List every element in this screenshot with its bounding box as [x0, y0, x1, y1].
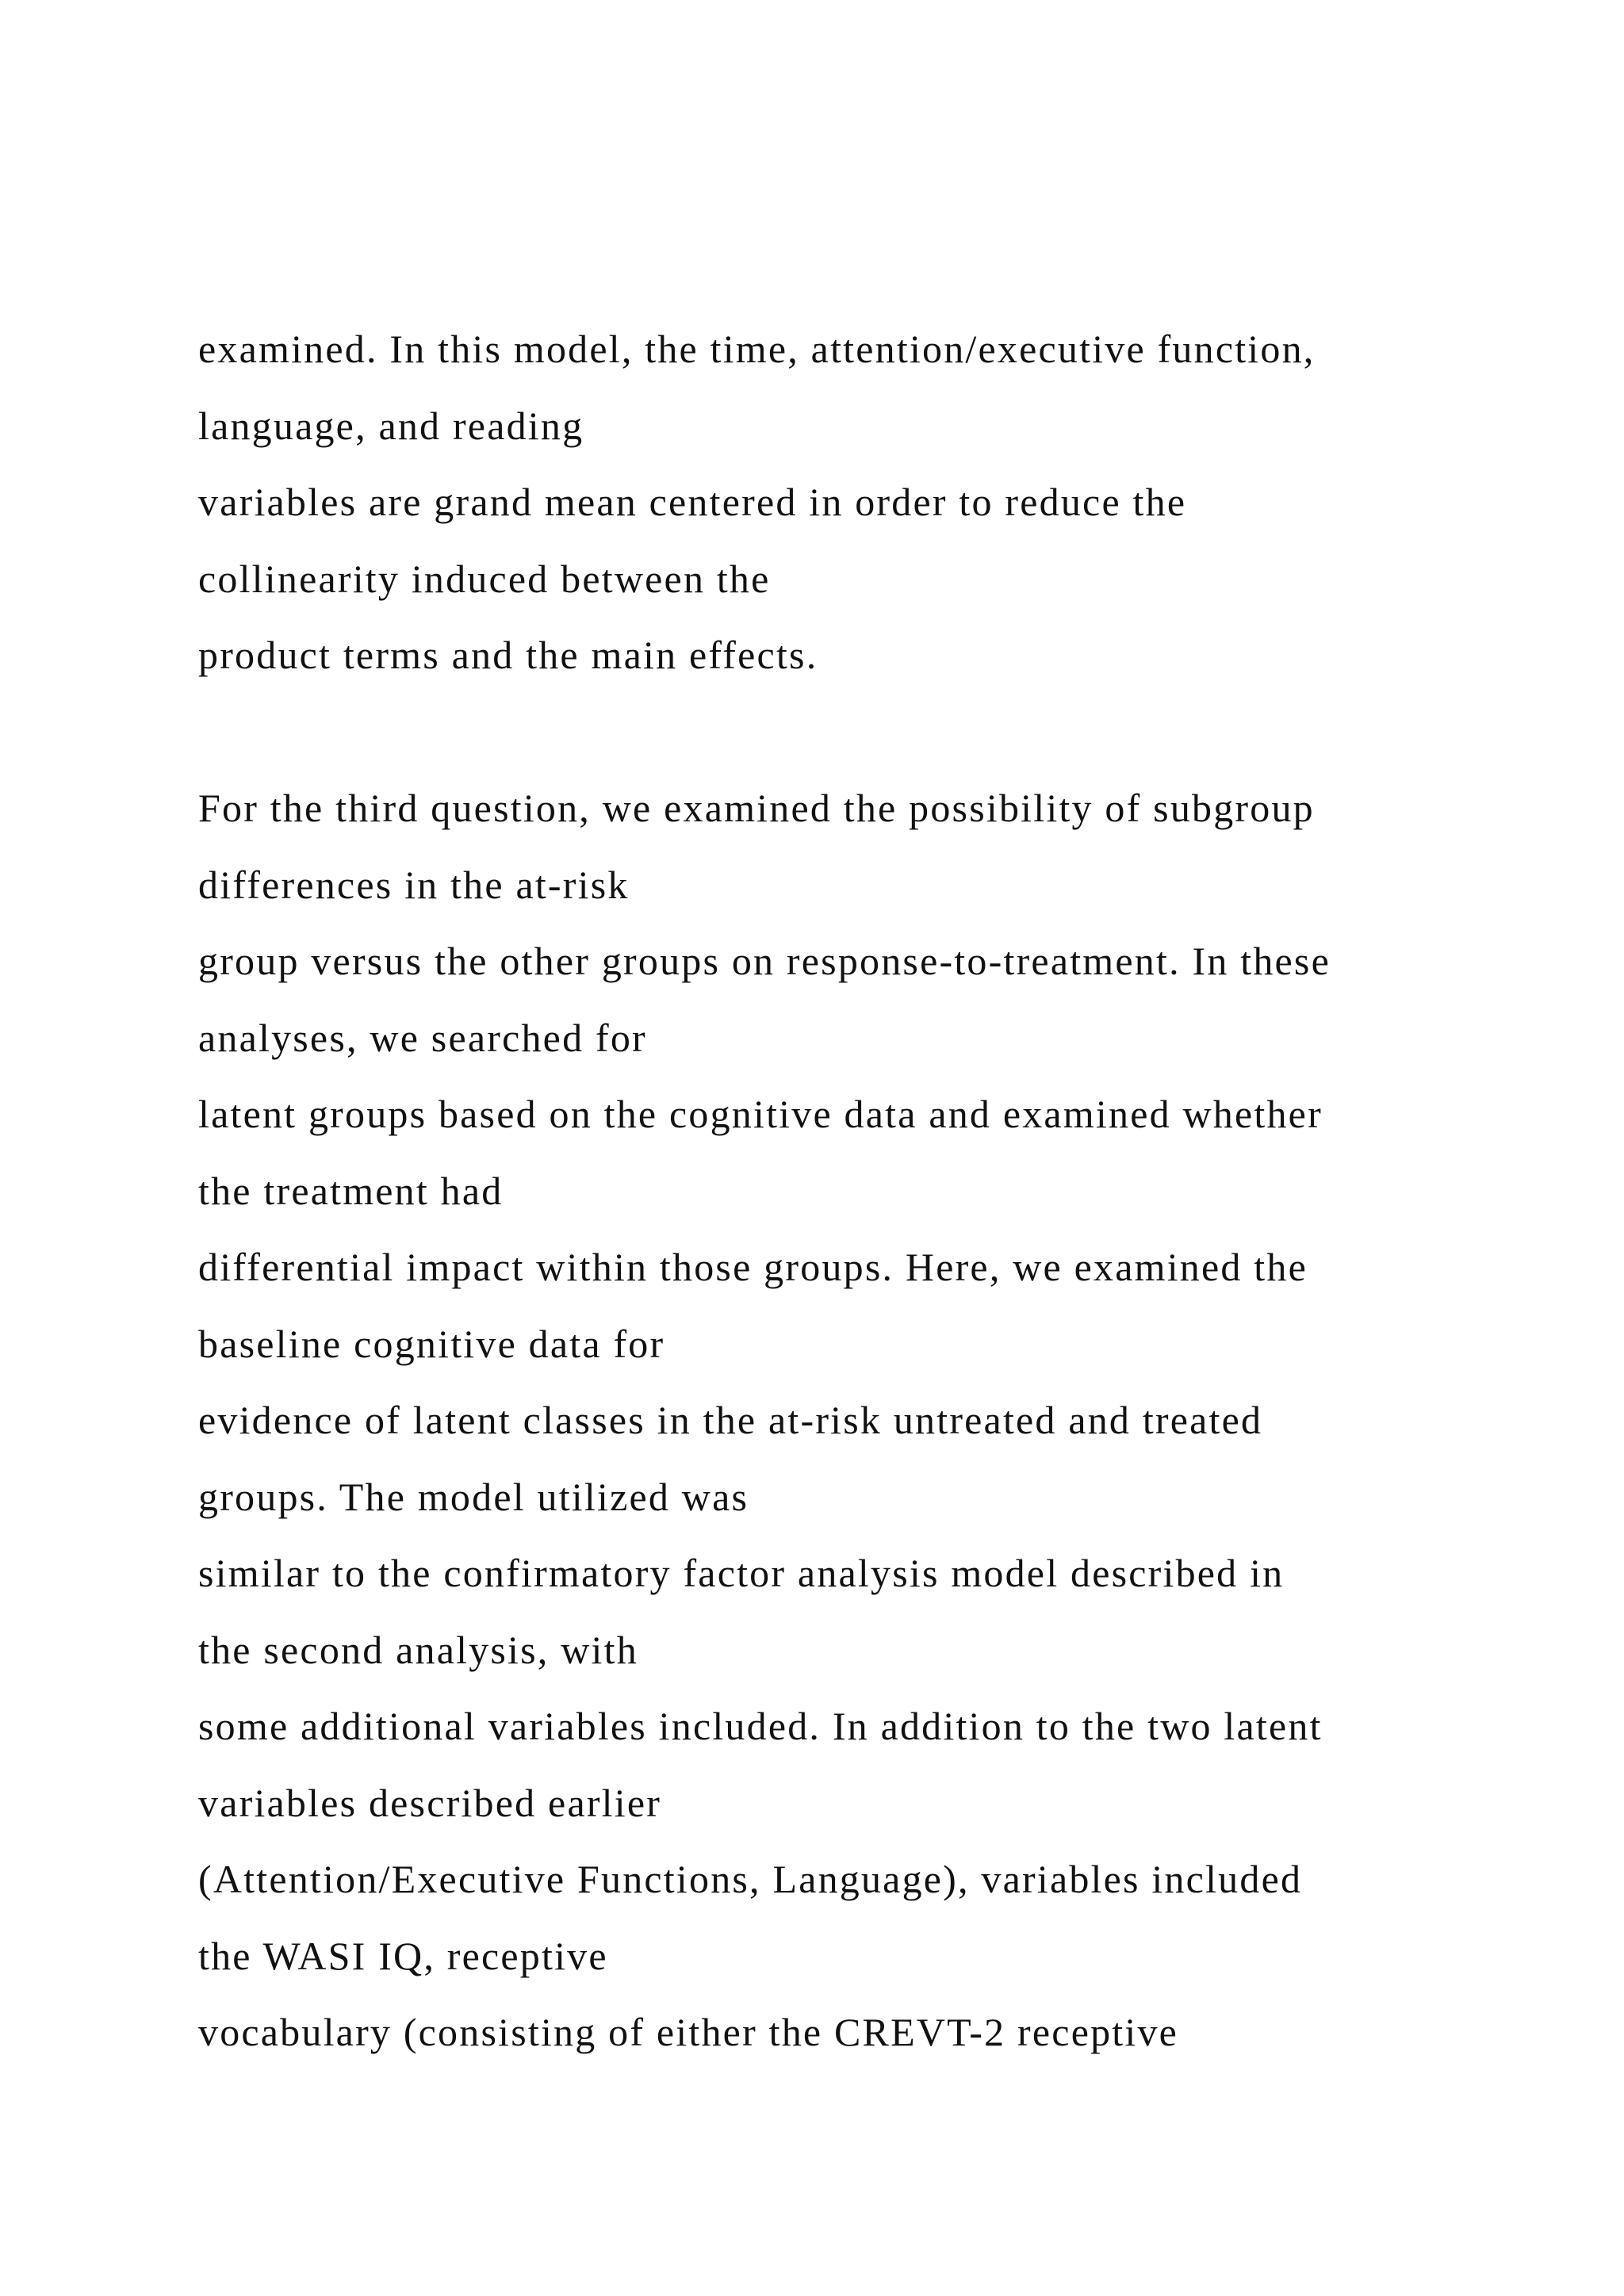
text-line: the WASI IQ, receptive [198, 1933, 608, 1978]
text-line: product terms and the main effects. [198, 633, 818, 677]
text-line: analyses, we searched for [198, 1015, 647, 1060]
text-line: differences in the at-risk [198, 862, 630, 907]
text-line: the treatment had [198, 1168, 504, 1213]
paragraph-1 [198, 311, 1546, 694]
text-line: latent groups based on the cognitive data and examined whether [198, 1092, 1323, 1136]
paragraph-2 [198, 770, 1546, 2071]
text-line: variables are grand mean centered in order to reduce the [198, 480, 1187, 524]
text-line: similar to the confirmatory factor analysis model described in [198, 1551, 1285, 1595]
text-line: differential impact within those groups. Here, we examined the [198, 1245, 1308, 1289]
text-line: group versus the other groups on response-to-treatment. In these [198, 939, 1331, 983]
text-line: language, and reading [198, 403, 584, 448]
body-text [198, 311, 1546, 2071]
text-line: evidence of latent classes in the at-risk untreated and treated [198, 1398, 1263, 1442]
text-line: baseline cognitive data for [198, 1321, 665, 1366]
text-line: the second analysis, with [198, 1627, 638, 1672]
text-line: For the third question, we examined the possibility of subgroup [198, 786, 1315, 830]
text-line: examined. In this model, the time, attention/executive function, [198, 327, 1316, 371]
text-line: collinearity induced between the [198, 556, 771, 601]
text-line: variables described earlier [198, 1780, 662, 1825]
text-line: groups. The model utilized was [198, 1474, 749, 1519]
paragraph-gap [198, 694, 1546, 771]
text-line: (Attention/Executive Functions, Language), variables included [198, 1857, 1303, 1901]
text-line: vocabulary (consisting of either the CREVT-2 receptive [198, 2010, 1179, 2054]
text-line: some additional variables included. In addition to the two latent [198, 1704, 1323, 1748]
